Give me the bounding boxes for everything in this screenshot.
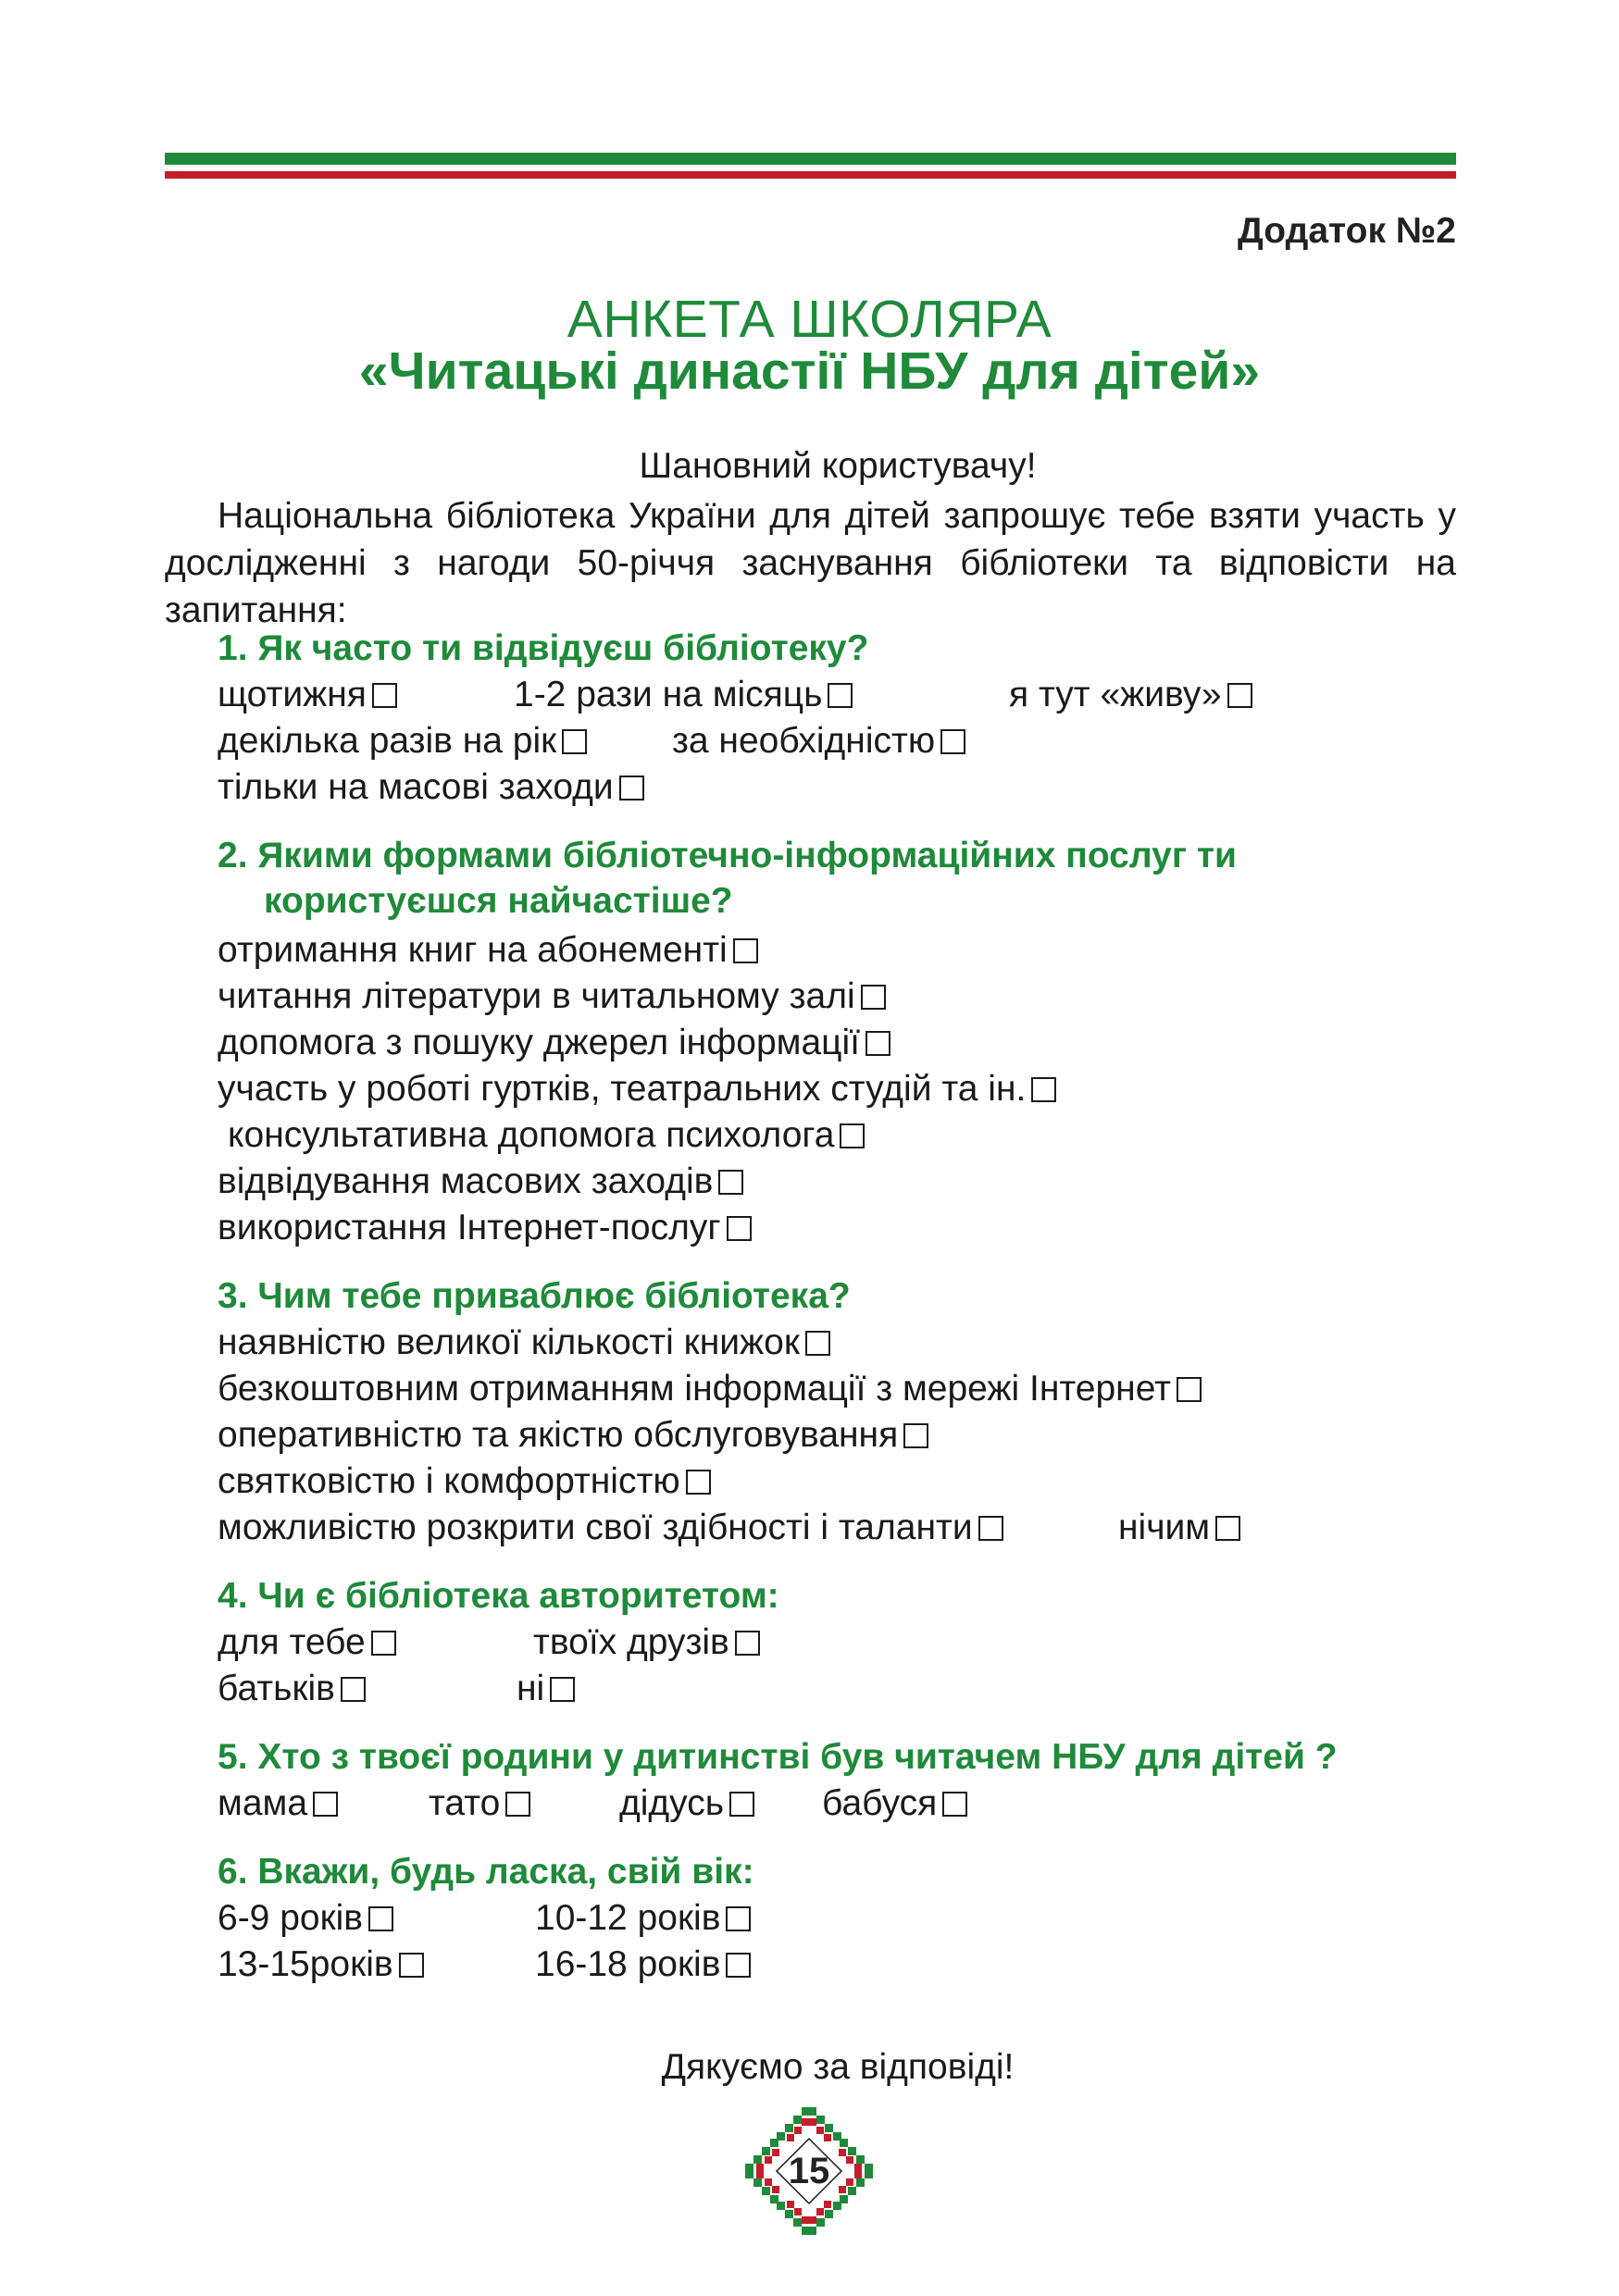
option-label: тато bbox=[429, 1783, 501, 1823]
option[interactable] bbox=[218, 764, 644, 811]
option[interactable] bbox=[429, 1781, 530, 1827]
option-label: для тебе bbox=[218, 1622, 366, 1662]
option-label: щотижня bbox=[218, 675, 367, 714]
option[interactable] bbox=[218, 1366, 1202, 1412]
option[interactable] bbox=[218, 1020, 890, 1066]
option[interactable] bbox=[672, 718, 965, 764]
checkbox[interactable] bbox=[562, 729, 587, 754]
option[interactable] bbox=[218, 718, 587, 764]
option-label: допомога з пошуку джерел інформації bbox=[218, 1023, 861, 1062]
option[interactable] bbox=[533, 1620, 760, 1666]
option[interactable] bbox=[218, 1895, 393, 1942]
checkbox[interactable] bbox=[399, 1953, 424, 1978]
intro-paragraph: Національна бібліотека України для дітей запрошує тебе взяти участь у дослідженні з нагоди 50-річчя заснування бібліотеки та відповісти на запитання: bbox=[165, 496, 1456, 630]
question-5: 5. Хто з твоєї родини у дитинстві був читачем НБУ для дітей ? bbox=[218, 1737, 1338, 1777]
option-label: оперативністю та якістю обслуговування bbox=[218, 1415, 899, 1455]
option[interactable] bbox=[218, 1066, 1056, 1112]
option[interactable] bbox=[218, 927, 758, 974]
checkbox[interactable] bbox=[727, 1216, 752, 1241]
option-label: 1-2 рази на місяць bbox=[514, 675, 823, 714]
option-label: безкоштовним отриманням інформації з мережі Інтернет bbox=[218, 1369, 1171, 1409]
option[interactable] bbox=[535, 1942, 751, 1988]
checkbox[interactable] bbox=[903, 1423, 928, 1448]
thanks-note: Дякуємо за відповіді! bbox=[661, 2047, 1015, 2087]
option-label: бабуся bbox=[822, 1783, 938, 1823]
option-label: ні bbox=[517, 1669, 545, 1708]
option[interactable] bbox=[619, 1781, 754, 1827]
checkbox[interactable] bbox=[1031, 1077, 1056, 1102]
option[interactable] bbox=[218, 1781, 338, 1827]
option-label: наявністю великої кількості книжок bbox=[218, 1322, 800, 1362]
checkbox[interactable] bbox=[840, 1123, 865, 1148]
greeting: Шановний користувачу! bbox=[639, 446, 1037, 486]
option-label: 13-15років bbox=[218, 1944, 393, 1984]
checkbox[interactable] bbox=[726, 1906, 751, 1931]
checkbox[interactable] bbox=[866, 1031, 890, 1056]
checkbox[interactable] bbox=[733, 938, 758, 963]
option-label: консультативна допомога психолога bbox=[228, 1115, 835, 1155]
option[interactable] bbox=[218, 1942, 424, 1988]
option-label: твоїх друзів bbox=[533, 1622, 729, 1662]
page-number: 15 bbox=[788, 2150, 830, 2191]
option[interactable] bbox=[218, 974, 886, 1020]
checkbox[interactable] bbox=[372, 683, 397, 708]
option-label: святковістю і комфортністю bbox=[218, 1461, 680, 1501]
checkbox[interactable] bbox=[978, 1516, 1003, 1541]
checkbox[interactable] bbox=[313, 1792, 338, 1817]
option-label: 16-18 років bbox=[535, 1944, 721, 1984]
option-label: можливістю розкрити свої здібності і таланти bbox=[218, 1508, 973, 1547]
option-label: використання Інтернет-послуг bbox=[218, 1208, 721, 1247]
option[interactable] bbox=[1118, 1505, 1240, 1551]
option-label: читання літератури в читальному залі bbox=[218, 976, 855, 1016]
checkbox[interactable] bbox=[341, 1677, 366, 1702]
page-title: АНКЕТА ШКОЛЯРА bbox=[567, 290, 1052, 349]
checkbox[interactable] bbox=[686, 1470, 711, 1495]
option-label: мама bbox=[218, 1783, 308, 1823]
checkbox[interactable] bbox=[550, 1677, 575, 1702]
page-subtitle: «Читацькі династії НБУ для дітей» bbox=[358, 341, 1261, 401]
question-3: 3. Чим тебе приваблює бібліотека? bbox=[218, 1276, 851, 1316]
option[interactable] bbox=[218, 672, 397, 718]
checkbox[interactable] bbox=[1215, 1516, 1240, 1541]
checkbox[interactable] bbox=[805, 1331, 830, 1356]
option-label: отримання книг на абонементі bbox=[218, 930, 728, 970]
option[interactable] bbox=[218, 1458, 711, 1505]
checkbox[interactable] bbox=[735, 1631, 760, 1656]
checkbox[interactable] bbox=[368, 1906, 393, 1931]
option[interactable] bbox=[218, 1412, 928, 1458]
option[interactable] bbox=[535, 1895, 751, 1942]
header-band-green bbox=[165, 153, 1456, 165]
header-band-gap bbox=[165, 165, 1456, 170]
option-label: за необхідністю bbox=[672, 721, 936, 761]
option[interactable] bbox=[218, 1666, 366, 1712]
question-1: 1. Як часто ти відвідуєш бібліотеку? bbox=[218, 628, 869, 668]
checkbox[interactable] bbox=[1177, 1377, 1202, 1402]
option-label: 6-9 років bbox=[218, 1898, 364, 1938]
option[interactable] bbox=[218, 1505, 1003, 1551]
checkbox[interactable] bbox=[861, 985, 886, 1010]
question-2: 2. Якими формами бібліотечно-інформаційних послуг ти bbox=[218, 836, 1237, 875]
checkbox[interactable] bbox=[729, 1792, 754, 1817]
option[interactable] bbox=[1009, 672, 1252, 718]
option[interactable] bbox=[517, 1666, 575, 1712]
option-label: нічим bbox=[1118, 1508, 1211, 1547]
header-band-red bbox=[165, 171, 1456, 179]
option-label: я тут «живу» bbox=[1009, 675, 1222, 714]
checkbox[interactable] bbox=[718, 1170, 743, 1195]
option[interactable] bbox=[218, 1159, 743, 1205]
option-label: дідусь bbox=[619, 1783, 725, 1823]
option[interactable] bbox=[218, 1320, 830, 1366]
option-label: батьків bbox=[218, 1669, 335, 1708]
checkbox[interactable] bbox=[619, 776, 644, 800]
checkbox[interactable] bbox=[1227, 683, 1252, 708]
checkbox[interactable] bbox=[505, 1792, 530, 1817]
option[interactable] bbox=[228, 1112, 865, 1159]
option[interactable] bbox=[218, 1205, 752, 1251]
checkbox[interactable] bbox=[371, 1631, 396, 1656]
checkbox[interactable] bbox=[828, 683, 853, 708]
checkbox[interactable] bbox=[940, 729, 965, 754]
option-label: 10-12 років bbox=[535, 1898, 721, 1938]
appendix-label: Додаток №2 bbox=[1238, 211, 1456, 251]
option-label: участь у роботі гуртків, театральних студій та ін. bbox=[218, 1069, 1027, 1109]
page-number-ornament bbox=[743, 2105, 875, 2237]
option[interactable] bbox=[822, 1781, 967, 1827]
question-2-continued: користуєшся найчастіше? bbox=[264, 881, 733, 921]
question-4: 4. Чи є бібліотека авторитетом: bbox=[218, 1576, 779, 1616]
option[interactable] bbox=[514, 672, 853, 718]
option[interactable] bbox=[218, 1620, 396, 1666]
checkbox[interactable] bbox=[942, 1792, 967, 1817]
option-label: відвідування масових заходів bbox=[218, 1161, 714, 1201]
option-label: тільки на масові заходи bbox=[218, 767, 614, 807]
checkbox[interactable] bbox=[726, 1953, 751, 1978]
option-label: декілька разів на рік bbox=[218, 721, 557, 761]
question-6: 6. Вкажи, будь ласка, свій вік: bbox=[218, 1852, 754, 1892]
